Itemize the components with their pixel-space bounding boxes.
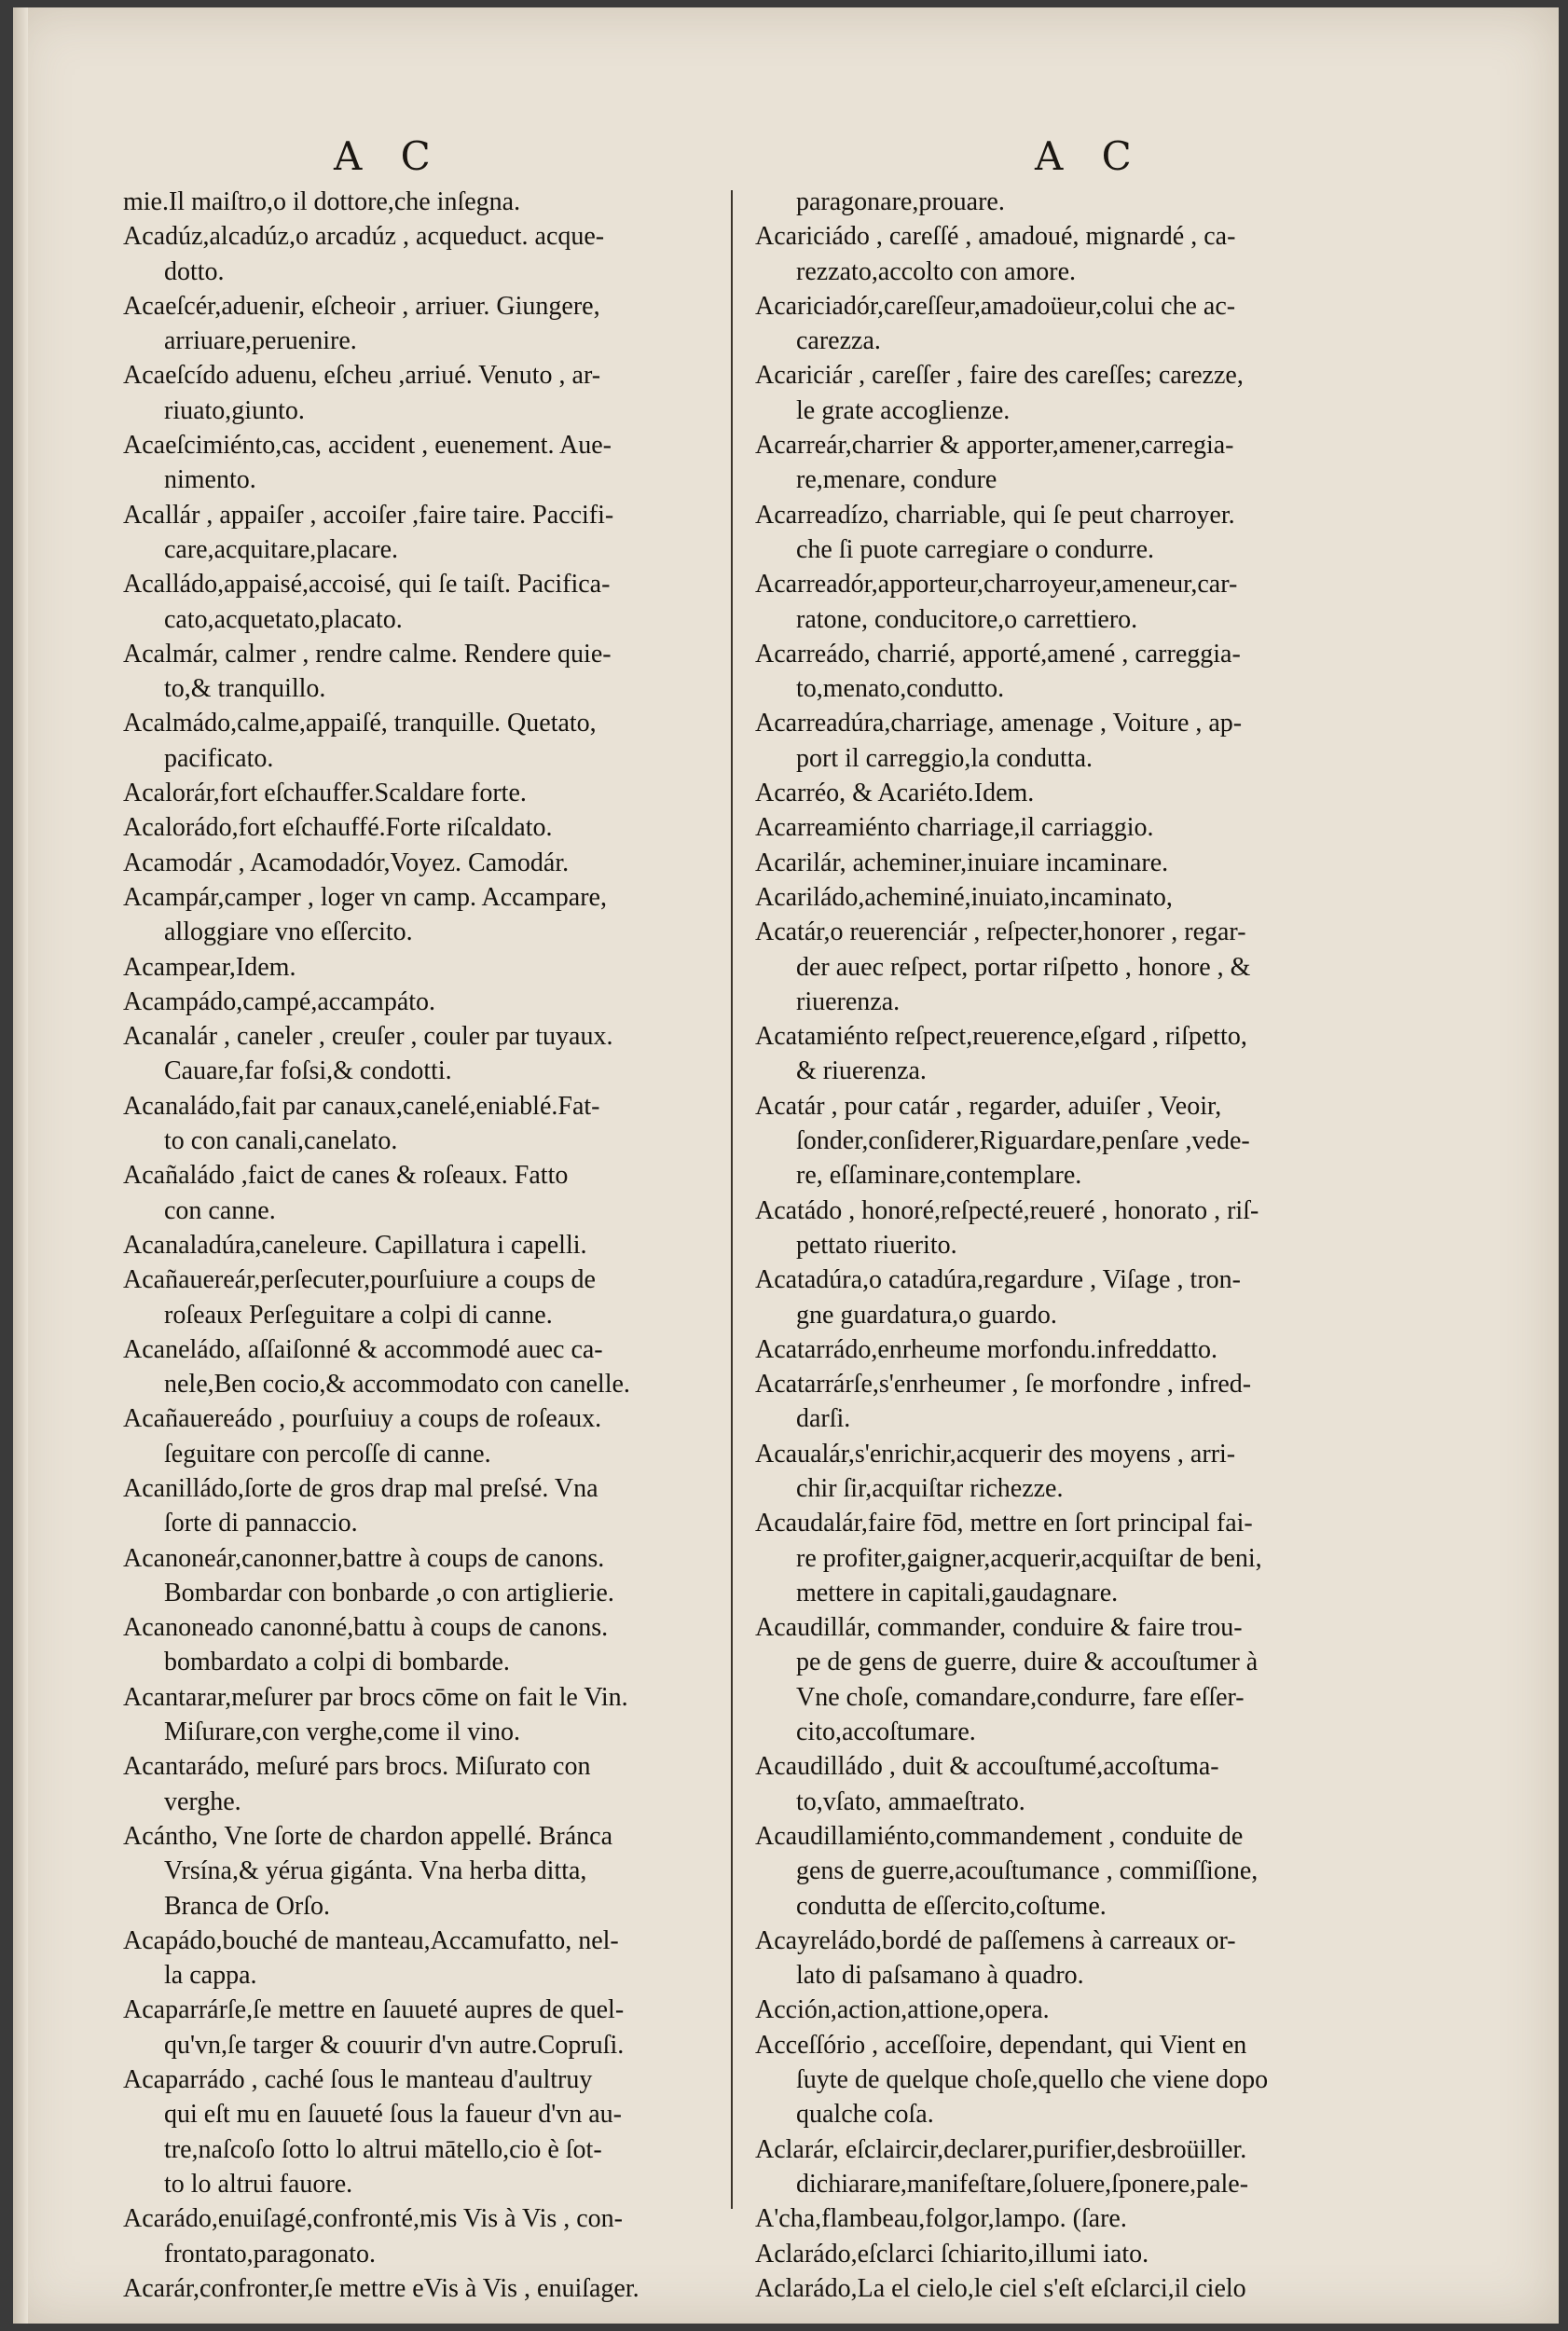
dictionary-line: pe de gens de guerre, duire & accouſtumer à <box>796 1648 1259 1677</box>
dictionary-line: Acallár , appaiſer , accoiſer ,faire taire. Paccifi- <box>123 500 614 530</box>
dictionary-line: Bombardar con bonbarde ,o con artiglierie. <box>164 1578 614 1607</box>
dictionary-line: Acción,action,attione,opera. <box>755 1995 1050 2025</box>
dictionary-line: Acarreádo, charrié, apporté,amené , carreggia- <box>755 639 1241 669</box>
dictionary-line: alloggiare vno eſſercito. <box>164 917 413 947</box>
dictionary-line: mie.Il maiſtro,o il dottore,che inſegna. <box>123 187 521 216</box>
dictionary-line: carezza. <box>796 326 881 356</box>
dictionary-line: Acatamiénto reſpect,reuerence,eſgard , riſpetto, <box>755 1022 1247 1052</box>
dictionary-line: Acaparrárſe,ſe mettre en ſauueté aupres de quel- <box>123 1995 625 2025</box>
dictionary-line: Acatarrárſe,s'enrheumer , ſe morfondre , infred- <box>755 1370 1252 1400</box>
dictionary-line: riuato,giunto. <box>164 395 305 425</box>
dictionary-line: paragonare,prouare. <box>796 187 1005 216</box>
dictionary-line: Acarreár,charrier & apporter,amener,carregia- <box>755 431 1234 461</box>
dictionary-line: Acanoneado canonné,battu à coups de canons. <box>123 1613 609 1643</box>
dictionary-line: Branca de Orſo. <box>164 1891 331 1921</box>
right-column <box>755 185 1370 2306</box>
dictionary-line: Acalorádo,fort eſchauffé.Forte riſcaldato. <box>123 813 553 843</box>
dictionary-line: re profiter,gaigner,acquerir,acquiſtar de beni, <box>796 1543 1262 1573</box>
dictionary-line: port il carreggio,la condutta. <box>796 743 1093 773</box>
dictionary-line: Acatarrádo,enrheume morfondu.infreddatto. <box>755 1334 1218 1364</box>
running-header-right: A C <box>1035 133 1145 179</box>
scanned-page <box>13 7 1559 2324</box>
dictionary-line: to,menato,condutto. <box>796 674 1005 704</box>
dictionary-line: bombardato a colpi di bombarde. <box>164 1648 510 1677</box>
dictionary-line: Acañauereádo , pourſuiuy a coups de roſeaux. <box>123 1404 602 1434</box>
dictionary-line: la cappa. <box>164 1961 257 1991</box>
dictionary-line: Acapádo,bouché de manteau,Accamufatto, nel- <box>123 1925 619 1955</box>
dictionary-line: Acarréo, & Acariéto.Idem. <box>755 779 1035 808</box>
dictionary-line: to,& tranquillo. <box>164 674 326 704</box>
dictionary-line: & riuerenza. <box>796 1056 927 1086</box>
dictionary-line: Acampear,Idem. <box>123 952 296 982</box>
dictionary-line: Acalládo,appaisé,accoisé, qui ſe taiſt. Pacifica- <box>123 570 611 600</box>
dictionary-line: Acanoneár,canonner,battre à coups de canons. <box>123 1543 605 1573</box>
dictionary-line: Acatár,o reuerenciár , reſpecter,honorer , regar- <box>755 917 1246 947</box>
dictionary-line: Acaudillár, commander, conduire & faire trou- <box>755 1613 1243 1643</box>
dictionary-line: Acarár,confronter,ſe mettre eVis à Vis , enuiſager. <box>123 2273 640 2303</box>
dictionary-line: ſorte di pannaccio. <box>164 1509 358 1538</box>
dictionary-line: to,vſato, ammaeſtrato. <box>796 1786 1025 1816</box>
dictionary-line: ſeguitare con percoſſe di canne. <box>164 1439 491 1469</box>
dictionary-line: Acaudillamiénto,commandement , conduite de <box>755 1821 1244 1851</box>
dictionary-line: Acatár , pour catár , regarder, aduiſer , Veoir, <box>755 1091 1222 1121</box>
dictionary-line: Acaeſcér,aduenir, eſcheoir , arriuer. Giungere, <box>123 291 600 321</box>
dictionary-line: Acantarar,meſurer par brocs cōme on fait le Vin. <box>123 1682 628 1712</box>
dictionary-line: Vne choſe, comandare,condurre, fare eſſer- <box>796 1682 1245 1712</box>
dictionary-line: Acaualár,s'enrichir,acquerir des moyens , arri- <box>755 1439 1236 1469</box>
dictionary-line: con canne. <box>164 1195 276 1225</box>
dictionary-line: Acceſſório , acceſſoire, dependant, qui Vient en <box>755 2030 1247 2060</box>
dictionary-line: pacificato. <box>164 743 274 773</box>
dictionary-line: qu'vn,ſe targer & couurir d'vn autre.Copruſi. <box>164 2030 625 2060</box>
dictionary-line: riuerenza. <box>796 986 901 1016</box>
dictionary-line: Acañaládo ,faict de canes & roſeaux. Fatto <box>123 1161 569 1191</box>
dictionary-line: pettato riuerito. <box>796 1230 957 1260</box>
dictionary-line: cato,acquetato,placato. <box>164 604 403 634</box>
dictionary-line: A'cha,flambeau,folgor,lampo. (ſare. <box>755 2204 1127 2234</box>
dictionary-line: Acayreládo,bordé de paſſemens à carreaux or- <box>755 1925 1236 1955</box>
dictionary-line: Acarreadúra,charriage, amenage , Voiture , ap- <box>755 709 1243 738</box>
dictionary-line: roſeaux Perſeguitare a colpi di canne. <box>164 1300 553 1330</box>
left-column <box>123 185 729 2306</box>
dictionary-line: Acamodár , Acamodadór,Voyez. Camodár. <box>123 848 570 877</box>
dictionary-line: Acanilládo,ſorte de gros drap mal preſsé. Vna <box>123 1473 598 1503</box>
dictionary-line: Acarreadór,apporteur,charroyeur,ameneur,car- <box>755 570 1238 600</box>
dictionary-line: nele,Ben cocio,& accommodato con canelle. <box>164 1370 630 1400</box>
dictionary-line: Aclarádo,eſclarci ſchiarito,illumi iato. <box>755 2239 1149 2269</box>
dictionary-line: ratone, conducitore,o carrettiero. <box>796 604 1138 634</box>
dictionary-line: lato di paſsamano à quadro. <box>796 1961 1084 1991</box>
dictionary-line: Acadúz,alcadúz,o arcadúz , acqueduct. acque- <box>123 222 605 252</box>
dictionary-line: der auec reſpect, portar riſpetto , honore , & <box>796 952 1251 982</box>
dictionary-line: to con canali,canelato. <box>164 1126 398 1156</box>
dictionary-line: Acaeſcído aduenu, eſcheu ,arriué. Venuto , ar- <box>123 361 601 391</box>
dictionary-line: Acaudalár,faire fōd, mettre en ſort principal fai- <box>755 1509 1253 1538</box>
dictionary-line: Acatadúra,o catadúra,regardure , Viſage , tron- <box>755 1265 1241 1295</box>
dictionary-line: arriuare,peruenire. <box>164 326 357 356</box>
dictionary-line: Vrsína,& yérua gigánta. Vna herba ditta, <box>164 1856 587 1886</box>
dictionary-line: che ſi puote carregiare o condurre. <box>796 534 1155 564</box>
dictionary-line: Aclarádo,La el cielo,le ciel s'eſt eſclarci,il cielo <box>755 2273 1246 2303</box>
dictionary-line: Acanaládo,fait par canaux,canelé,eniablé.Fat- <box>123 1091 600 1121</box>
dictionary-line: le grate accoglienze. <box>796 395 1011 425</box>
dictionary-line: Acarilár, acheminer,inuiare incaminare. <box>755 848 1169 877</box>
dictionary-line: Acatádo , honoré,reſpecté,reueré , honorato , riſ- <box>755 1195 1259 1225</box>
dictionary-line: qui eſt mu en ſauueté ſous la faueur d'vn au- <box>164 2100 622 2130</box>
dictionary-line: to lo altrui fauore. <box>164 2169 353 2199</box>
dictionary-line: Cauare,far foſsi,& condotti. <box>164 1056 452 1086</box>
dictionary-line: Acañauereár,perſecuter,pourſuiure a coups de <box>123 1265 596 1295</box>
dictionary-line: darſi. <box>796 1404 851 1434</box>
dictionary-line: Acantarádo, meſuré pars brocs. Miſurato con <box>123 1752 591 1782</box>
dictionary-line: Acanalár , caneler , creuſer , couler par tuyaux. <box>123 1022 613 1052</box>
dictionary-line: dotto. <box>164 256 225 286</box>
dictionary-line: tre,naſcoſo ſotto lo altrui mātello,cio è ſot- <box>164 2134 602 2164</box>
dictionary-line: qualche coſa. <box>796 2100 934 2130</box>
dictionary-line: re, eſſaminare,contemplare. <box>796 1161 1082 1191</box>
dictionary-line: chir ſir,acquiſtar richezze. <box>796 1473 1064 1503</box>
dictionary-line: rezzato,accolto con amore. <box>796 256 1077 286</box>
dictionary-line: Acalorár,fort eſchauffer.Scaldare forte. <box>123 779 527 808</box>
dictionary-line: Acaneládo, aſſaiſonné & accommodé auec ca- <box>123 1334 603 1364</box>
dictionary-line: Aclarár, eſclaircir,declarer,purifier,desbroüiller. <box>755 2134 1247 2164</box>
dictionary-line: Acanaladúra,caneleure. Capillatura i capelli. <box>123 1230 587 1260</box>
dictionary-line: Miſurare,con verghe,come il vino. <box>164 1717 521 1747</box>
dictionary-line: Acarádo,enuiſagé,confronté,mis Vis à Vis , con- <box>123 2204 624 2234</box>
dictionary-line: Acarreadízo, charriable, qui ſe peut charroyer. <box>755 500 1235 530</box>
dictionary-line: cito,accoſtumare. <box>796 1717 976 1747</box>
dictionary-line: ſonder,conſiderer,Riguardare,penſare ,vede- <box>796 1126 1250 1156</box>
dictionary-line: frontato,paragonato. <box>164 2239 377 2269</box>
dictionary-line: Acaeſcimiénto,cas, accident , euenement. Aue- <box>123 431 612 461</box>
dictionary-line: Acampár,camper , loger vn camp. Accampare, <box>123 882 607 912</box>
dictionary-line: nimento. <box>164 465 256 495</box>
dictionary-line: Acalmádo,calme,appaiſé, tranquille. Quetato, <box>123 709 597 738</box>
dictionary-line: Acampádo,campé,accampáto. <box>123 986 436 1016</box>
column-divider <box>731 190 733 2209</box>
page-gutter <box>13 7 28 2324</box>
dictionary-line: Acántho, Vne ſorte de chardon appellé. Bránca <box>123 1821 613 1851</box>
dictionary-line: Acariciádo , careſſé , amadoué, mignardé , ca- <box>755 222 1236 252</box>
dictionary-line: Acariciár , careſſer , faire des careſſes; carezze, <box>755 361 1244 391</box>
dictionary-line: Acariciadór,careſſeur,amadoüeur,colui che ac- <box>755 291 1236 321</box>
dictionary-line: re,menare, condure <box>796 465 997 495</box>
dictionary-line: mettere in capitali,gaudagnare. <box>796 1578 1119 1607</box>
dictionary-line: Acaparrádo , caché ſous le manteau d'aultruy <box>123 2065 593 2095</box>
dictionary-line: Acaudilládo , duit & accouſtumé,accoſtuma- <box>755 1752 1219 1782</box>
dictionary-line: Acalmár, calmer , rendre calme. Rendere quie- <box>123 639 612 669</box>
dictionary-line: Acariládo,acheminé,inuiato,incaminato, <box>755 882 1173 912</box>
dictionary-line: condutta de eſſercito,coſtume. <box>796 1891 1107 1921</box>
dictionary-line: ſuyte de quelque choſe,quello che viene dopo <box>796 2065 1269 2095</box>
dictionary-line: Acarreamiénto charriage,il carriaggio. <box>755 813 1154 843</box>
running-header-left: A C <box>334 133 444 179</box>
dictionary-line: verghe. <box>164 1786 241 1816</box>
dictionary-line: dichiarare,manifeſtare,ſoluere,ſponere,pale- <box>796 2169 1249 2199</box>
dictionary-line: gens de guerre,acouſtumance , commiſſione, <box>796 1856 1259 1886</box>
dictionary-line: care,acquitare,placare. <box>164 534 399 564</box>
dictionary-line: gne guardatura,o guardo. <box>796 1300 1057 1330</box>
